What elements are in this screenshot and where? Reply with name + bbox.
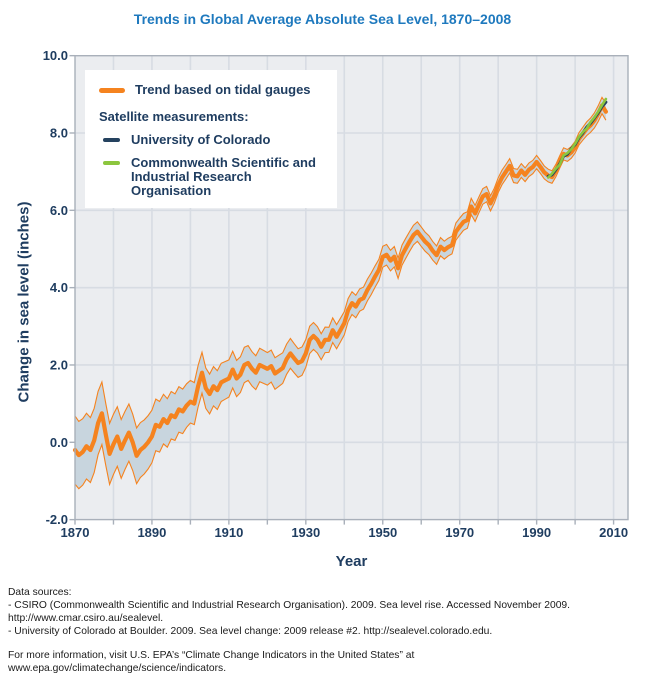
footer-data-sources-heading: Data sources: (8, 587, 72, 598)
university-of-colorado-line-swatch (103, 138, 120, 142)
legend-item-tidal-gauges (99, 83, 337, 97)
x-axis-title: Year (335, 553, 368, 570)
chart-title: Trends in Global Average Absolute Sea Level, 1870–2008 (133, 11, 512, 27)
satellite-measurements-header: Satellite measurements: (99, 109, 249, 124)
tidal-gauge-line-swatch (99, 88, 125, 93)
footer-more-info-url: www.epa.gov/climatechange/science/indicators. (8, 663, 227, 674)
y-tick-label: 10.0 (42, 48, 68, 64)
legend (85, 70, 337, 208)
x-tick-label: 2010 (599, 525, 629, 540)
y-axis-title: Change in sea level (inches) (15, 201, 33, 403)
x-tick-label: 1870 (60, 525, 90, 540)
footer-more-info: For more information, visit U.S. EPA’s “Climate Change Indicators in the United States” at (8, 650, 415, 661)
x-tick-label: 1910 (214, 525, 244, 540)
footer-source-csiro-url: http://www.cmar.csiro.au/sealevel. (8, 613, 164, 624)
university-of-colorado-label: University of Colorado (131, 132, 271, 147)
footer-source-csiro: - CSIRO (Commonwealth Scientific and Industrial Research Organisation). 2009. Sea level rise. Accessed November 2009. (8, 600, 571, 611)
footer-paragraph-gap (8, 638, 640, 649)
legend-item-csiro (99, 156, 337, 198)
tidal-gauge-label: Trend based on tidal gauges (135, 82, 311, 97)
csiro-line-swatch (103, 161, 120, 165)
csiro-label: Commonwealth Scientific and Industrial Research Organisation (131, 155, 316, 198)
x-tick-label: 1970 (445, 525, 475, 540)
legend-item-university-of-colorado (99, 133, 337, 147)
x-tick-label: 1950 (368, 525, 398, 540)
y-tick-label: 4.0 (49, 280, 68, 296)
x-tick-label: 1890 (137, 525, 167, 540)
x-tick-label: 1930 (291, 525, 321, 540)
y-tick-label: 6.0 (49, 202, 68, 218)
footer-source-colorado: - University of Colorado at Boulder. 2009. Sea level change: 2009 release #2. http://sealevel.colorado.edu. (8, 626, 493, 637)
y-tick-label: 0.0 (49, 434, 68, 450)
footer-notes (8, 586, 640, 675)
x-tick-label: 1990 (522, 525, 552, 540)
y-tick-label: -2.0 (45, 512, 68, 528)
y-tick-label: 8.0 (49, 125, 68, 141)
y-tick-label: 2.0 (49, 357, 68, 373)
